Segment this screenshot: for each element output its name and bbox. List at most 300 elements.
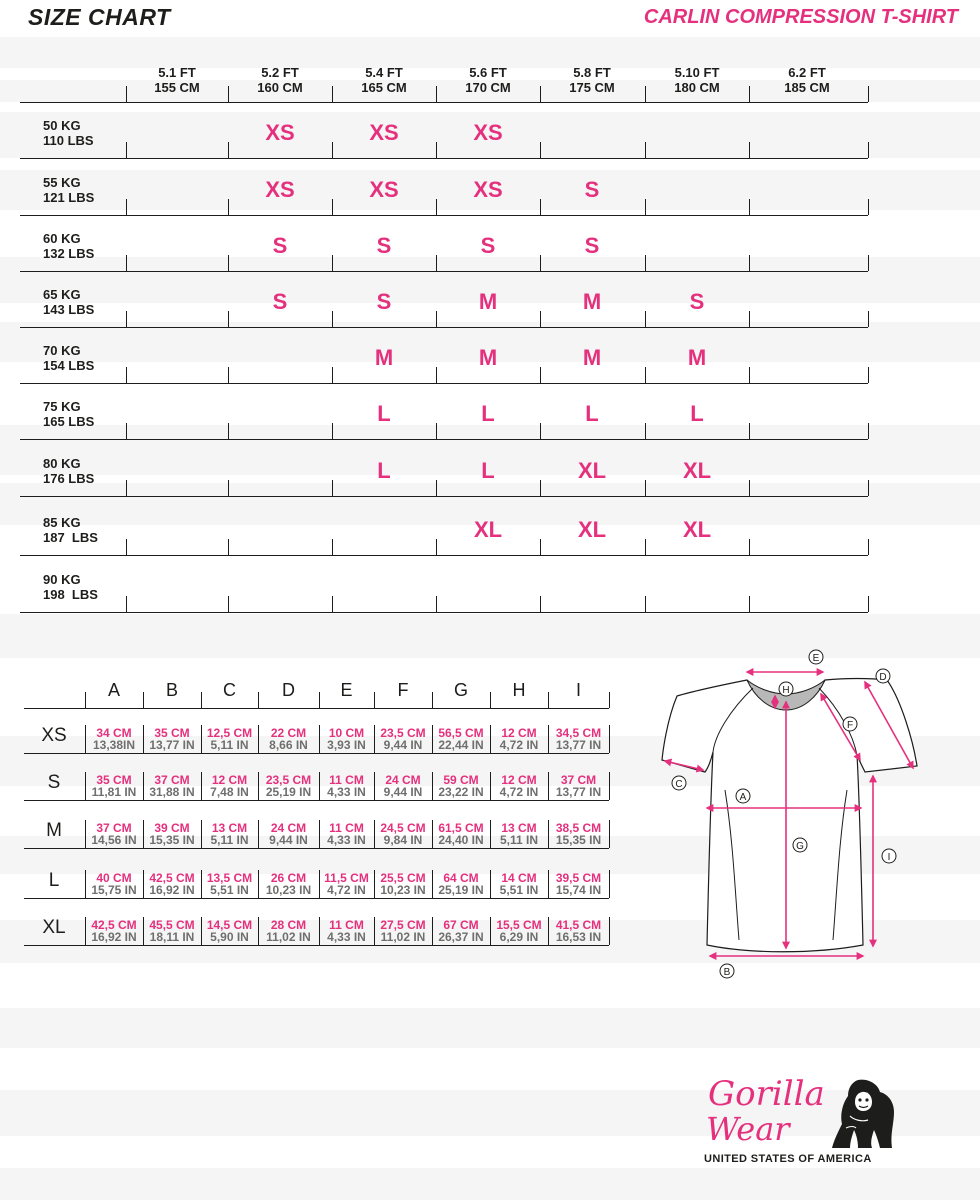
measurement-cell bbox=[319, 774, 374, 798]
height-column-header bbox=[229, 65, 331, 95]
measurement-column-header: B bbox=[165, 680, 178, 700]
diagram-label-d: D bbox=[879, 672, 887, 683]
column-tick bbox=[126, 142, 127, 158]
weight-kg: 80 KG bbox=[43, 456, 81, 471]
measurement-in: 4,72 IN bbox=[499, 785, 539, 799]
row-divider bbox=[20, 158, 868, 159]
size-cell: S bbox=[584, 233, 600, 258]
measurement-cm: 11 CM bbox=[329, 918, 364, 932]
measurement-cm: 13 CM bbox=[501, 821, 537, 835]
measurement-cm: 61,5 CM bbox=[438, 821, 484, 835]
measurement-cell bbox=[258, 919, 319, 943]
measurement-cm: 26 CM bbox=[270, 871, 307, 885]
weight-row-label bbox=[43, 399, 94, 429]
height-ft: 6.2 FT bbox=[788, 65, 826, 80]
measurement-cm: 28 CM bbox=[270, 918, 307, 932]
measurement-cell bbox=[548, 774, 609, 798]
size-cell: S bbox=[272, 233, 288, 258]
gorilla-wear-logo bbox=[700, 1072, 900, 1172]
page-title: SIZE CHART bbox=[28, 4, 171, 30]
measurement-cell bbox=[201, 872, 258, 896]
weight-kg: 55 KG bbox=[43, 175, 81, 190]
measurement-cell bbox=[374, 822, 432, 846]
measurement-tick bbox=[609, 820, 610, 848]
measurement-in: 16,53 IN bbox=[555, 930, 602, 944]
shirt-outline bbox=[662, 679, 917, 952]
measurement-cell bbox=[374, 872, 432, 896]
size-cell: XS bbox=[265, 177, 295, 202]
column-tick bbox=[868, 367, 869, 383]
column-tick bbox=[126, 311, 127, 327]
measurement-cm: 41,5 CM bbox=[555, 918, 602, 932]
measurement-cell bbox=[432, 822, 490, 846]
measurement-cm: 11 CM bbox=[329, 821, 364, 835]
column-tick bbox=[540, 86, 541, 102]
measurement-tick bbox=[258, 692, 259, 708]
measurement-cm: 12 CM bbox=[501, 726, 537, 740]
measurement-cell bbox=[201, 919, 258, 943]
size-cell: XL bbox=[682, 517, 712, 542]
height-column-header bbox=[126, 65, 228, 95]
measurement-in: 5,51 IN bbox=[499, 883, 539, 897]
column-tick bbox=[126, 86, 127, 102]
weight-lbs: 154 LBS bbox=[43, 358, 95, 373]
measurement-cm: 12 CM bbox=[501, 773, 537, 787]
measurement-cm: 12 CM bbox=[211, 773, 248, 787]
measurement-cm: 34,5 CM bbox=[555, 726, 602, 740]
measurement-cell bbox=[85, 919, 143, 943]
column-tick bbox=[645, 142, 646, 158]
measurement-in: 9,44 IN bbox=[269, 833, 308, 847]
measurement-cm: 39,5 CM bbox=[555, 871, 602, 885]
measurement-size-label: XL bbox=[42, 917, 66, 938]
weight-row-label bbox=[43, 118, 94, 148]
measurement-tick bbox=[201, 692, 202, 708]
column-tick bbox=[749, 255, 750, 271]
column-tick bbox=[126, 423, 127, 439]
measurement-tick bbox=[374, 692, 375, 708]
measurement-cm: 59 CM bbox=[443, 773, 479, 787]
measurement-size-label: XS bbox=[41, 725, 67, 746]
measurement-cell bbox=[143, 919, 201, 943]
measurement-cm: 25,5 CM bbox=[380, 871, 426, 885]
measurement-tick bbox=[609, 725, 610, 753]
measurement-cell bbox=[85, 774, 143, 798]
size-cell: M bbox=[582, 289, 602, 314]
weight-lbs: 187 LBS bbox=[43, 530, 98, 545]
height-column-header bbox=[756, 65, 858, 95]
size-cell: XS bbox=[369, 177, 399, 202]
row-divider bbox=[20, 271, 868, 272]
measurement-in: 4,33 IN bbox=[327, 930, 366, 944]
header-divider bbox=[20, 102, 868, 103]
column-tick bbox=[126, 199, 127, 215]
weight-kg: 75 KG bbox=[43, 399, 81, 414]
measurement-row-divider bbox=[24, 848, 609, 849]
weight-kg: 90 KG bbox=[43, 572, 81, 587]
measurement-cm: 67 CM bbox=[443, 918, 479, 932]
size-cell: M bbox=[582, 345, 602, 370]
measurement-cell bbox=[258, 872, 319, 896]
measurement-cell bbox=[548, 822, 609, 846]
measurement-cell bbox=[85, 872, 143, 896]
measurement-in: 10,23 IN bbox=[380, 883, 426, 897]
size-cell: M bbox=[374, 345, 394, 370]
column-tick bbox=[540, 596, 541, 612]
column-tick bbox=[868, 142, 869, 158]
size-cell: L bbox=[481, 458, 495, 483]
measurement-in: 16,92 IN bbox=[149, 883, 195, 897]
height-ft: 5.8 FT bbox=[573, 65, 611, 80]
measurement-cell bbox=[548, 919, 609, 943]
size-cell: XL bbox=[577, 517, 607, 542]
diagram-label-g: G bbox=[796, 841, 804, 852]
measurement-cell bbox=[432, 774, 490, 798]
measurement-column-header: A bbox=[107, 680, 120, 700]
measurement-in: 4,72 IN bbox=[499, 738, 539, 752]
measurement-cell bbox=[85, 822, 143, 846]
measurement-cm: 12,5 CM bbox=[206, 726, 253, 740]
measurement-in: 5,11 IN bbox=[210, 833, 249, 847]
measurement-cm: 34 CM bbox=[96, 726, 132, 740]
measurement-cell bbox=[143, 774, 201, 798]
row-divider bbox=[20, 612, 868, 613]
measurement-in: 15,35 IN bbox=[555, 833, 602, 847]
product-name: CARLIN COMPRESSION T-SHIRT bbox=[643, 6, 958, 28]
diagram-label-c: C bbox=[675, 779, 683, 790]
weight-kg: 85 KG bbox=[43, 515, 81, 530]
measurement-cell bbox=[143, 872, 201, 896]
column-tick bbox=[868, 539, 869, 555]
gorilla-icon bbox=[828, 1078, 898, 1150]
measurement-cell bbox=[432, 872, 490, 896]
measurement-in: 9,84 IN bbox=[383, 833, 423, 847]
column-tick bbox=[436, 596, 437, 612]
measurement-cm: 24,5 CM bbox=[380, 821, 426, 835]
column-tick bbox=[126, 480, 127, 496]
measurement-cm: 45,5 CM bbox=[149, 918, 195, 932]
column-tick bbox=[645, 199, 646, 215]
measurement-size-label: S bbox=[47, 772, 61, 793]
row-divider bbox=[20, 215, 868, 216]
size-cell: XL bbox=[473, 517, 503, 542]
column-tick bbox=[645, 255, 646, 271]
column-tick bbox=[332, 596, 333, 612]
size-cell: XS bbox=[369, 120, 399, 145]
size-cell: L bbox=[585, 401, 599, 426]
diagram-label-f: F bbox=[846, 720, 854, 731]
weight-lbs: 176 LBS bbox=[43, 471, 95, 486]
measurement-cm: 38,5 CM bbox=[555, 821, 602, 835]
measurement-in: 4,33 IN bbox=[327, 833, 366, 847]
height-cm: 155 CM bbox=[154, 80, 200, 95]
measurement-cm: 37 CM bbox=[96, 821, 132, 835]
weight-row-label bbox=[43, 287, 94, 317]
size-cell: L bbox=[690, 401, 704, 426]
weight-row-label bbox=[43, 572, 98, 602]
diagram-label-i: I bbox=[887, 852, 891, 863]
height-column-header bbox=[437, 65, 539, 95]
column-tick bbox=[228, 367, 229, 383]
shirt-measurement-diagram bbox=[655, 640, 920, 985]
column-tick bbox=[749, 480, 750, 496]
weight-row-label bbox=[43, 343, 94, 373]
logo-word-gorilla: Gorilla bbox=[708, 1074, 825, 1114]
size-cell: XL bbox=[682, 458, 712, 483]
measurement-cell bbox=[319, 919, 374, 943]
size-cell: S bbox=[584, 177, 600, 202]
column-tick bbox=[540, 142, 541, 158]
diagram-label-b: B bbox=[723, 967, 731, 978]
diagram-label-h: H bbox=[782, 685, 790, 696]
measurement-cm: 39 CM bbox=[154, 821, 190, 835]
height-cm: 175 CM bbox=[569, 80, 615, 95]
measurement-in: 26,37 IN bbox=[438, 930, 484, 944]
height-column-header bbox=[541, 65, 643, 95]
column-tick bbox=[645, 596, 646, 612]
weight-kg: 70 KG bbox=[43, 343, 81, 358]
measurement-cm: 27,5 CM bbox=[380, 918, 426, 932]
size-cell: L bbox=[377, 458, 391, 483]
size-cell: M bbox=[478, 345, 498, 370]
measurement-cell bbox=[258, 822, 319, 846]
measurement-cm: 42,5 CM bbox=[91, 918, 137, 932]
measurement-cell bbox=[201, 727, 258, 751]
weight-lbs: 110 LBS bbox=[43, 133, 94, 148]
measurement-in: 15,35 IN bbox=[149, 833, 195, 847]
measurement-cm: 42,5 CM bbox=[149, 871, 195, 885]
measurement-in: 4,72 IN bbox=[327, 883, 366, 897]
measurement-in: 24,40 IN bbox=[438, 833, 484, 847]
height-ft: 5.2 FT bbox=[261, 65, 299, 80]
measurement-cm: 35 CM bbox=[96, 773, 132, 787]
height-column-header bbox=[646, 65, 748, 95]
column-tick bbox=[868, 311, 869, 327]
column-tick bbox=[868, 199, 869, 215]
measurement-in: 10,23 IN bbox=[265, 883, 312, 897]
measurement-column-header: E bbox=[340, 680, 353, 700]
measurement-cm: 11,5 CM bbox=[324, 871, 369, 885]
measurement-cm: 13 CM bbox=[211, 821, 248, 835]
measurement-in: 5,90 IN bbox=[210, 930, 249, 944]
column-tick bbox=[749, 596, 750, 612]
weight-kg: 60 KG bbox=[43, 231, 81, 246]
measurement-in: 11,02 IN bbox=[380, 930, 426, 944]
measurement-in: 5,51 IN bbox=[210, 883, 249, 897]
weight-lbs: 132 LBS bbox=[43, 246, 95, 261]
height-cm: 180 CM bbox=[674, 80, 720, 95]
measurement-in: 13,77 IN bbox=[555, 738, 602, 752]
measurement-cm: 10 CM bbox=[328, 726, 365, 740]
measurement-cell bbox=[319, 822, 374, 846]
size-cell: XS bbox=[473, 120, 503, 145]
measurement-column-header: D bbox=[282, 680, 295, 700]
weight-kg: 50 KG bbox=[43, 118, 81, 133]
measurement-cm: 64 CM bbox=[443, 871, 479, 885]
size-cell: XL bbox=[577, 458, 607, 483]
measurement-row-divider bbox=[24, 898, 609, 899]
measurement-cm: 24 CM bbox=[385, 773, 421, 787]
measurement-cm: 24 CM bbox=[270, 821, 307, 835]
measurement-cm: 23,5 CM bbox=[380, 726, 426, 740]
column-tick bbox=[126, 255, 127, 271]
measurement-row-divider bbox=[24, 945, 609, 946]
measurement-cell bbox=[490, 822, 548, 846]
measurement-cell bbox=[490, 872, 548, 896]
measurement-column-header: I bbox=[575, 680, 581, 700]
size-cell: L bbox=[377, 401, 391, 426]
measurement-in: 11,02 IN bbox=[266, 930, 311, 944]
measurement-in: 13,77 IN bbox=[555, 785, 602, 799]
column-tick bbox=[126, 367, 127, 383]
measurement-size-label: M bbox=[46, 820, 62, 841]
weight-lbs: 165 LBS bbox=[43, 414, 95, 429]
measurement-tick bbox=[548, 692, 549, 708]
column-tick bbox=[749, 199, 750, 215]
column-tick bbox=[228, 86, 229, 102]
row-divider bbox=[20, 555, 868, 556]
size-cell: XS bbox=[473, 177, 503, 202]
logo-tagline: UNITED STATES OF AMERICA bbox=[704, 1153, 872, 1165]
column-tick bbox=[228, 596, 229, 612]
measurement-tick bbox=[432, 692, 433, 708]
measurement-cell bbox=[548, 872, 609, 896]
measurement-in: 31,88 IN bbox=[149, 785, 195, 799]
column-tick bbox=[436, 86, 437, 102]
measurement-in: 15,75 IN bbox=[91, 883, 137, 897]
measurement-cell bbox=[548, 727, 609, 751]
weight-lbs: 198 LBS bbox=[43, 587, 98, 602]
measurement-tick bbox=[609, 772, 610, 800]
measurement-column-header: F bbox=[397, 680, 409, 700]
size-cell: S bbox=[272, 289, 288, 314]
measurement-column-header: H bbox=[512, 680, 526, 700]
measurement-cm: 14 CM bbox=[501, 871, 537, 885]
size-cell: M bbox=[478, 289, 498, 314]
measurement-in: 11,81 IN bbox=[91, 785, 137, 799]
measurement-size-label: L bbox=[48, 870, 60, 891]
measurement-cm: 23,5 CM bbox=[265, 773, 312, 787]
column-tick bbox=[228, 480, 229, 496]
column-tick bbox=[126, 596, 127, 612]
measurement-in: 9,44 IN bbox=[383, 738, 423, 752]
row-divider bbox=[20, 439, 868, 440]
measurement-cell bbox=[374, 919, 432, 943]
column-tick bbox=[868, 423, 869, 439]
measurement-cell bbox=[432, 919, 490, 943]
measurement-tick bbox=[319, 692, 320, 708]
measurement-in: 7,48 IN bbox=[210, 785, 249, 799]
measurement-in: 14,56 IN bbox=[91, 833, 137, 847]
size-cell: S bbox=[480, 233, 496, 258]
measurement-column-header: G bbox=[453, 680, 468, 700]
measurement-in: 22,44 IN bbox=[438, 738, 484, 752]
measurement-cm: 11 CM bbox=[329, 773, 364, 787]
measurement-cell bbox=[319, 727, 374, 751]
column-tick bbox=[749, 311, 750, 327]
measurement-in: 18,11 IN bbox=[149, 930, 195, 944]
weight-lbs: 121 LBS bbox=[43, 190, 95, 205]
column-tick bbox=[749, 86, 750, 102]
height-ft: 5.6 FT bbox=[469, 65, 507, 80]
weight-lbs: 143 LBS bbox=[43, 302, 95, 317]
column-tick bbox=[749, 142, 750, 158]
measurement-in: 16,92 IN bbox=[91, 930, 137, 944]
column-tick bbox=[645, 86, 646, 102]
measurement-in: 9,44 IN bbox=[383, 785, 423, 799]
column-tick bbox=[332, 539, 333, 555]
measurement-table bbox=[0, 660, 640, 960]
measurement-in: 15,74 IN bbox=[555, 883, 602, 897]
row-divider bbox=[20, 383, 868, 384]
weight-row-label bbox=[43, 515, 98, 545]
logo-word-wear: Wear bbox=[706, 1110, 790, 1148]
measurement-cell bbox=[432, 727, 490, 751]
weight-row-label bbox=[43, 456, 94, 486]
height-cm: 170 CM bbox=[465, 80, 511, 95]
row-divider bbox=[20, 496, 868, 497]
measurement-in: 8,66 IN bbox=[269, 738, 308, 752]
measurement-cm: 56,5 CM bbox=[438, 726, 484, 740]
column-tick bbox=[868, 480, 869, 496]
size-cell: S bbox=[376, 233, 392, 258]
measurement-cell bbox=[374, 774, 432, 798]
measurement-cm: 35 CM bbox=[154, 726, 190, 740]
height-ft: 5.1 FT bbox=[158, 65, 196, 80]
measurement-cell bbox=[490, 727, 548, 751]
height-cm: 185 CM bbox=[784, 80, 830, 95]
measurement-cell bbox=[143, 822, 201, 846]
measurement-cell bbox=[143, 727, 201, 751]
measurement-cm: 15,5 CM bbox=[496, 918, 542, 932]
column-tick bbox=[332, 86, 333, 102]
measurement-in: 25,19 IN bbox=[265, 785, 312, 799]
measurement-tick bbox=[609, 692, 610, 708]
measurement-in: 6,29 IN bbox=[499, 930, 539, 944]
measurement-row-divider bbox=[24, 800, 609, 801]
column-tick bbox=[228, 539, 229, 555]
column-tick bbox=[228, 423, 229, 439]
measurement-tick bbox=[85, 692, 86, 708]
measurement-cell bbox=[319, 872, 374, 896]
height-cm: 165 CM bbox=[361, 80, 407, 95]
measurement-cell bbox=[258, 727, 319, 751]
measurement-column-header: C bbox=[223, 680, 236, 700]
column-tick bbox=[126, 539, 127, 555]
column-tick bbox=[749, 423, 750, 439]
diagram-label-a: A bbox=[739, 792, 747, 803]
height-column-header bbox=[333, 65, 435, 95]
measurement-cell bbox=[201, 822, 258, 846]
column-tick bbox=[868, 255, 869, 271]
diagram-label-e: E bbox=[812, 653, 820, 664]
height-ft: 5.10 FT bbox=[674, 65, 720, 80]
size-cell: XS bbox=[265, 120, 295, 145]
size-cell: L bbox=[481, 401, 495, 426]
measurement-in: 23,22 IN bbox=[438, 785, 484, 799]
measurement-cell bbox=[490, 774, 548, 798]
measurement-tick bbox=[609, 870, 610, 898]
weight-row-label bbox=[43, 175, 94, 205]
measurement-in: 3,93 IN bbox=[327, 738, 366, 752]
height-cm: 160 CM bbox=[257, 80, 303, 95]
measurement-in: 13,77 IN bbox=[149, 738, 195, 752]
column-tick bbox=[749, 539, 750, 555]
measurement-cell bbox=[85, 727, 143, 751]
column-tick bbox=[749, 367, 750, 383]
measurement-cell bbox=[201, 774, 258, 798]
measurement-in: 5,11 IN bbox=[210, 738, 249, 752]
